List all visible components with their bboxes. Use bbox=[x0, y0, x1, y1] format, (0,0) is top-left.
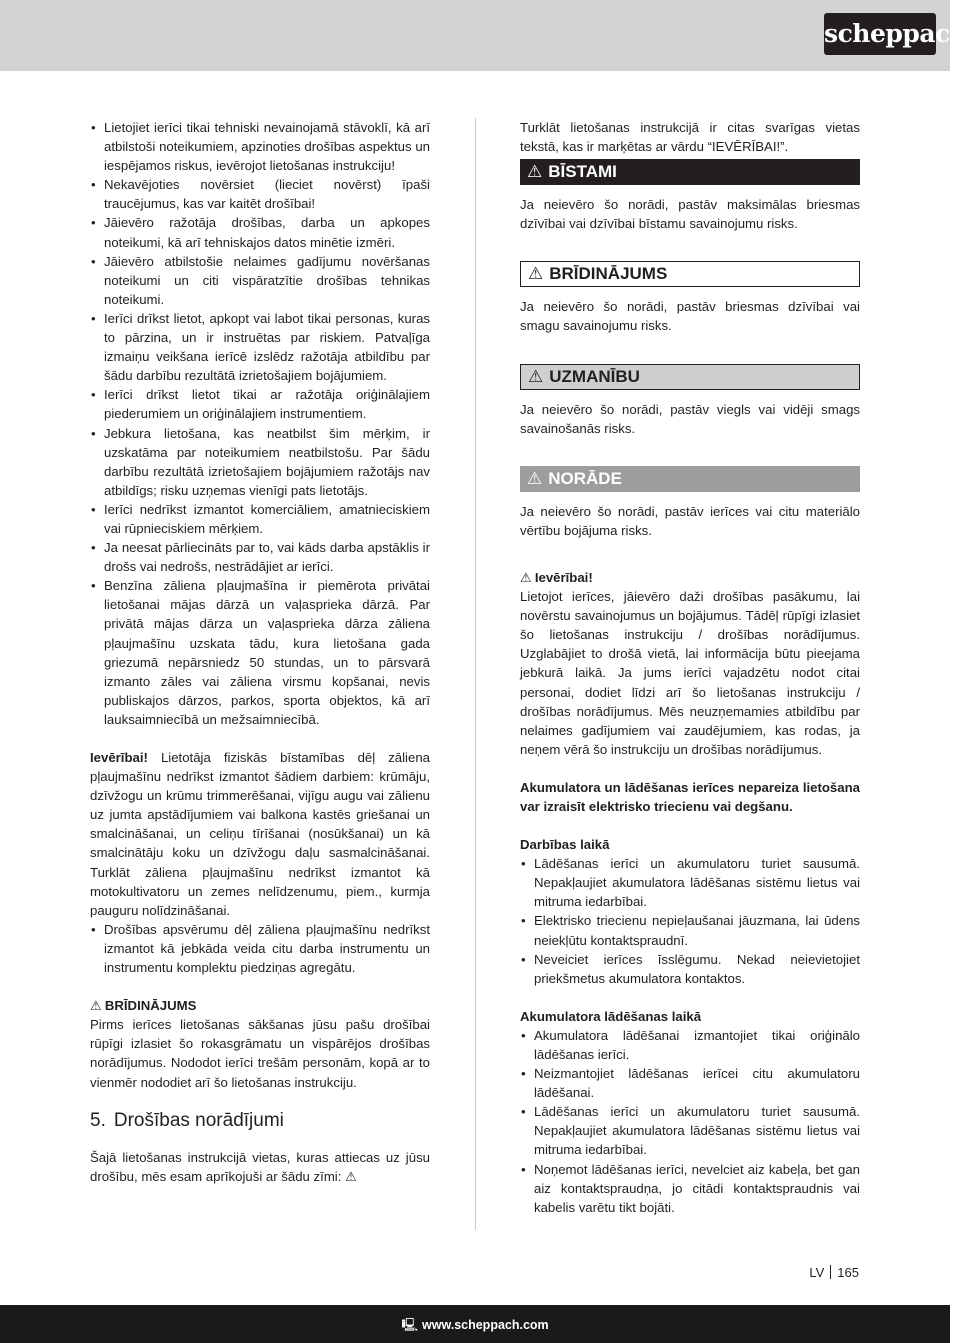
brand-logo: scheppach bbox=[824, 13, 936, 55]
warning-triangle-icon: ⚠ bbox=[527, 162, 543, 182]
attention-paragraph bbox=[90, 748, 430, 920]
operation-list bbox=[520, 854, 860, 988]
list-item: • Nekavējoties novērsiet (lieciet novērst) īpaši traucējumus, kas var kaitēt drošībai! bbox=[90, 175, 430, 213]
notice-label: NORĀDE bbox=[548, 468, 622, 488]
language-code: LV bbox=[809, 1265, 825, 1280]
operation-heading: Darbības laikā bbox=[520, 837, 610, 853]
attention-text: Lietotāja fiziskās bīstamības dēļ zāliena pļaujmašīnu nedrīkst izmantot šādiem darbiem: krūmāju, dzīvžogu un krūmu trimmerēšanai, vijīgu augu vai zālienu uz jumta apstādījumiem vai balkona kastēs griešanai un smalcināšanai, un celiņu tīrīšanai (nosūkšanai) un kā smalcinātāju koku un dzīvžogu daļu sasmalcināšanai. Turklāt zāliena pļaujmašīnu nedrīkst izmantot kā motokultivatoru un zemes nelīdzenumu, piem., kurmja pauguru nolīdzināšanai. bbox=[90, 750, 430, 918]
warning-box bbox=[520, 261, 860, 287]
section-title-text: Drošības norādījumi bbox=[113, 1109, 284, 1131]
warning-heading bbox=[90, 996, 430, 1015]
list-item: • Akumulatora lādēšanai izmantojiet tikai oriģinālo lādēšanas ierīci. bbox=[520, 1026, 860, 1064]
caution-text: Ja neievēro šo norādi, pastāv viegls vai vidēji smags savainošanās risks. bbox=[520, 401, 860, 436]
warning-triangle-icon: ⚠ bbox=[527, 468, 543, 488]
computer-icon: 🖳 bbox=[401, 1318, 419, 1332]
caution-box bbox=[520, 364, 860, 390]
right-column bbox=[520, 118, 860, 1217]
attention-text-right: Lietojot ierīces, jāievēro daži drošības pasākumu, lai novērstu savainojumus un bojājumus. Tādēļ rūpīgi izlasiet šo lietošanas instrukciju / drošības norādījumus. Uzglabājiet to drošā vietā, lai informācija būtu pieejama jebkurā laikā. Ja jums ierīci vajadzētu nodot citai personai, dodiet līdzi arī šo lietošanas instrukciju / drošības norādījumus. Mēs neuzņemamies atbildību par nelaimes gadījumiem vai zaudējumiem, kas rodas, ja neņem vērā šo instrukciju un drošības norādījumus. bbox=[520, 589, 860, 757]
website-url[interactable]: www.scheppach.com bbox=[422, 1318, 549, 1332]
list-item: • Lietojiet ierīci tikai tehniski nevainojamā stāvoklī, kā arī atbilstoši noteikumiem, apzinoties drošības aspektus un iespējamos riskus, ievērojot lietošanas instrukciju! bbox=[90, 118, 430, 175]
list-item: • Neizmantojiet lādēšanas ierīcei citu akumulatoru lādēšanai. bbox=[520, 1064, 860, 1102]
notice-text: Ja neievēro šo norādi, pastāv ierīces vai citu materiālo vērtību bojājuma risks. bbox=[520, 503, 860, 538]
danger-box bbox=[520, 159, 860, 185]
section-number: 5. bbox=[90, 1109, 106, 1131]
attention-label: Ievērībai! bbox=[90, 750, 148, 765]
warning-triangle-icon: ⚠ bbox=[528, 264, 544, 284]
list-item: • Neveiciet ierīces īsslēgumu. Nekad neievietojiet priekšmetus akumulatora kontaktos. bbox=[520, 950, 860, 988]
list-item: • Lādēšanas ierīci un akumulatoru turiet sausumā. Nepakļaujiet akumulatora lādēšanas sistēmu lietus vai mitruma iedarbībai. bbox=[520, 854, 860, 911]
safety-bullet-list-2 bbox=[90, 920, 430, 977]
list-item: • Noņemot lādēšanas ierīci, nevelciet aiz kabeļa, bet gan aiz kontaktspraudņa, jo citādi kontaktspraudnis vai kabelis varētu tikt bojāti. bbox=[520, 1160, 860, 1217]
attention-heading bbox=[520, 568, 860, 587]
charging-list bbox=[520, 1026, 860, 1217]
section-title bbox=[90, 1109, 430, 1133]
section-intro-text: Šajā lietošanas instrukcijā vietas, kuras attiecas uz jūsu drošību, mēs esam aprīkojuši ar šādu zīmi: bbox=[90, 1149, 430, 1184]
intro-text: Turklāt lietošanas instrukcijā ir citas svarīgas vietas tekstā, kas ir marķētas ar vārdu “IEVĒRĪBAI!”. bbox=[520, 120, 860, 155]
warning-triangle-icon: ⚠ bbox=[90, 998, 102, 1014]
warning-box-text: Ja neievēro šo norādi, pastāv briesmas dzīvībai vai smagu savainojumu risks. bbox=[520, 299, 860, 334]
warning-triangle-icon: ⚠ bbox=[345, 1168, 357, 1184]
footer-bar bbox=[0, 1305, 950, 1343]
list-item: • Elektrisko triecienu nepieļaušanai jāuzmana, lai ūdens neiekļūtu kontaktspraudnī. bbox=[520, 911, 860, 949]
warning-box-label: BRĪDINĀJUMS bbox=[549, 264, 668, 284]
page-number bbox=[809, 1265, 859, 1280]
list-item: • Jebkura lietošana, kas neatbilst šim mērķim, ir uzskatāma par noteikumiem neatbilstošu. Par šādu darbību rezultātā izrietošajiem bojājumiem ražotājs nav atbildīgs; risku uzņemas vienīgi pats lietotājs. bbox=[90, 424, 430, 500]
list-item: • Ierīci nedrīkst izmantot komerciāliem, amatnieciskiem vai rūpnieciskiem mērķiem. bbox=[90, 500, 430, 538]
attention-label-right: Ievērībai! bbox=[534, 569, 593, 585]
list-item: • Lādēšanas ierīci un akumulatoru turiet sausumā. Nepakļaujiet akumulatora lādēšanas sistēmu lietus vai mitruma iedarbībai. bbox=[520, 1102, 860, 1159]
caution-label: UZMANĪBU bbox=[549, 366, 640, 386]
list-item: • Drošības apsvērumu dēļ zāliena pļaujmašīnu nedrīkst izmantot kā jebkāda veida citu darba instrumentu un instrumentu komplektu piedziņas agregātu. bbox=[90, 920, 430, 977]
battery-warning: Akumulatora un lādēšanas ierīces nepareiza lietošana var izraisīt elektrisko triecienu vai degšanu. bbox=[520, 779, 860, 814]
warning-text: Pirms ierīces lietošanas sākšanas jūsu pašu drošībai rūpīgi izlasiet šo rokasgrāmatu un vispārējos drošības norādījumus. Nododot ierīci trešām personām, kopā ar to vienmēr nododiet arī šo lietošanas instrukciju. bbox=[90, 1017, 430, 1090]
list-item: • Benzīna zāliena pļaujmašīna ir piemērota privātai lietošanai mājas dārzā un vaļasprieka dārzā. Par privātā mājas dārza un vaļasprieka dārza zāliena pļaujmašīnu uzskata tādu, kura lietošana gada griezumā nepārsniedz 50 stundas, un to pārsvarā izmanto zāles vai zāliena virsmu kopšanai, nevis publiskajos dārzos, parkos, sporta objektos, kā arī lauksaimniecībā un mežsaimniecībā. bbox=[90, 576, 430, 729]
header-band bbox=[0, 0, 950, 71]
warning-label: BRĪDINĀJUMS bbox=[104, 998, 197, 1014]
list-item: • Ierīci drīkst lietot tikai ar ražotāja oriģinālajiem piederumiem un oriģinālajiem instrumentiem. bbox=[90, 385, 430, 423]
list-item: • Jāievēro ražotāja drošības, darba un apkopes noteikumi, kā arī tehniskajos datos minētie izmēri. bbox=[90, 213, 430, 251]
notice-box bbox=[520, 466, 860, 492]
danger-text: Ja neievēro šo norādi, pastāv maksimālas briesmas dzīvībai vai dzīvībai bīstamu savainojumu risks. bbox=[520, 197, 860, 232]
charging-heading: Akumulatora lādēšanas laikā bbox=[520, 1008, 702, 1024]
page-number-value: 165 bbox=[837, 1265, 859, 1280]
warning-triangle-icon: ⚠ bbox=[528, 366, 544, 386]
list-item: • Ja neesat pārliecināts par to, vai kāds darba apstāklis ir drošs vai nedrošs, nestrādājiet ar ierīci. bbox=[90, 538, 430, 576]
danger-label: BĪSTAMI bbox=[548, 162, 617, 182]
safety-bullet-list bbox=[90, 118, 430, 729]
left-column bbox=[90, 118, 430, 1186]
section-intro bbox=[90, 1148, 430, 1186]
column-divider bbox=[475, 118, 476, 1230]
list-item: • Ierīci drīkst lietot, apkopt vai labot tikai personas, kuras to pārzina, un ir instruētas par riskiem. Patvaļīga izmaiņu veikšana ierīcē izslēdz ražotāja atbildību par šādu darbību rezultātā izrietošajiem bojājumiem. bbox=[90, 309, 430, 385]
warning-triangle-icon: ⚠ bbox=[520, 569, 532, 585]
list-item: • Jāievēro atbilstošie nelaimes gadījumu novēršanas noteikumi un citi vispāratzītie drošības tehnikas noteikumi. bbox=[90, 252, 430, 309]
